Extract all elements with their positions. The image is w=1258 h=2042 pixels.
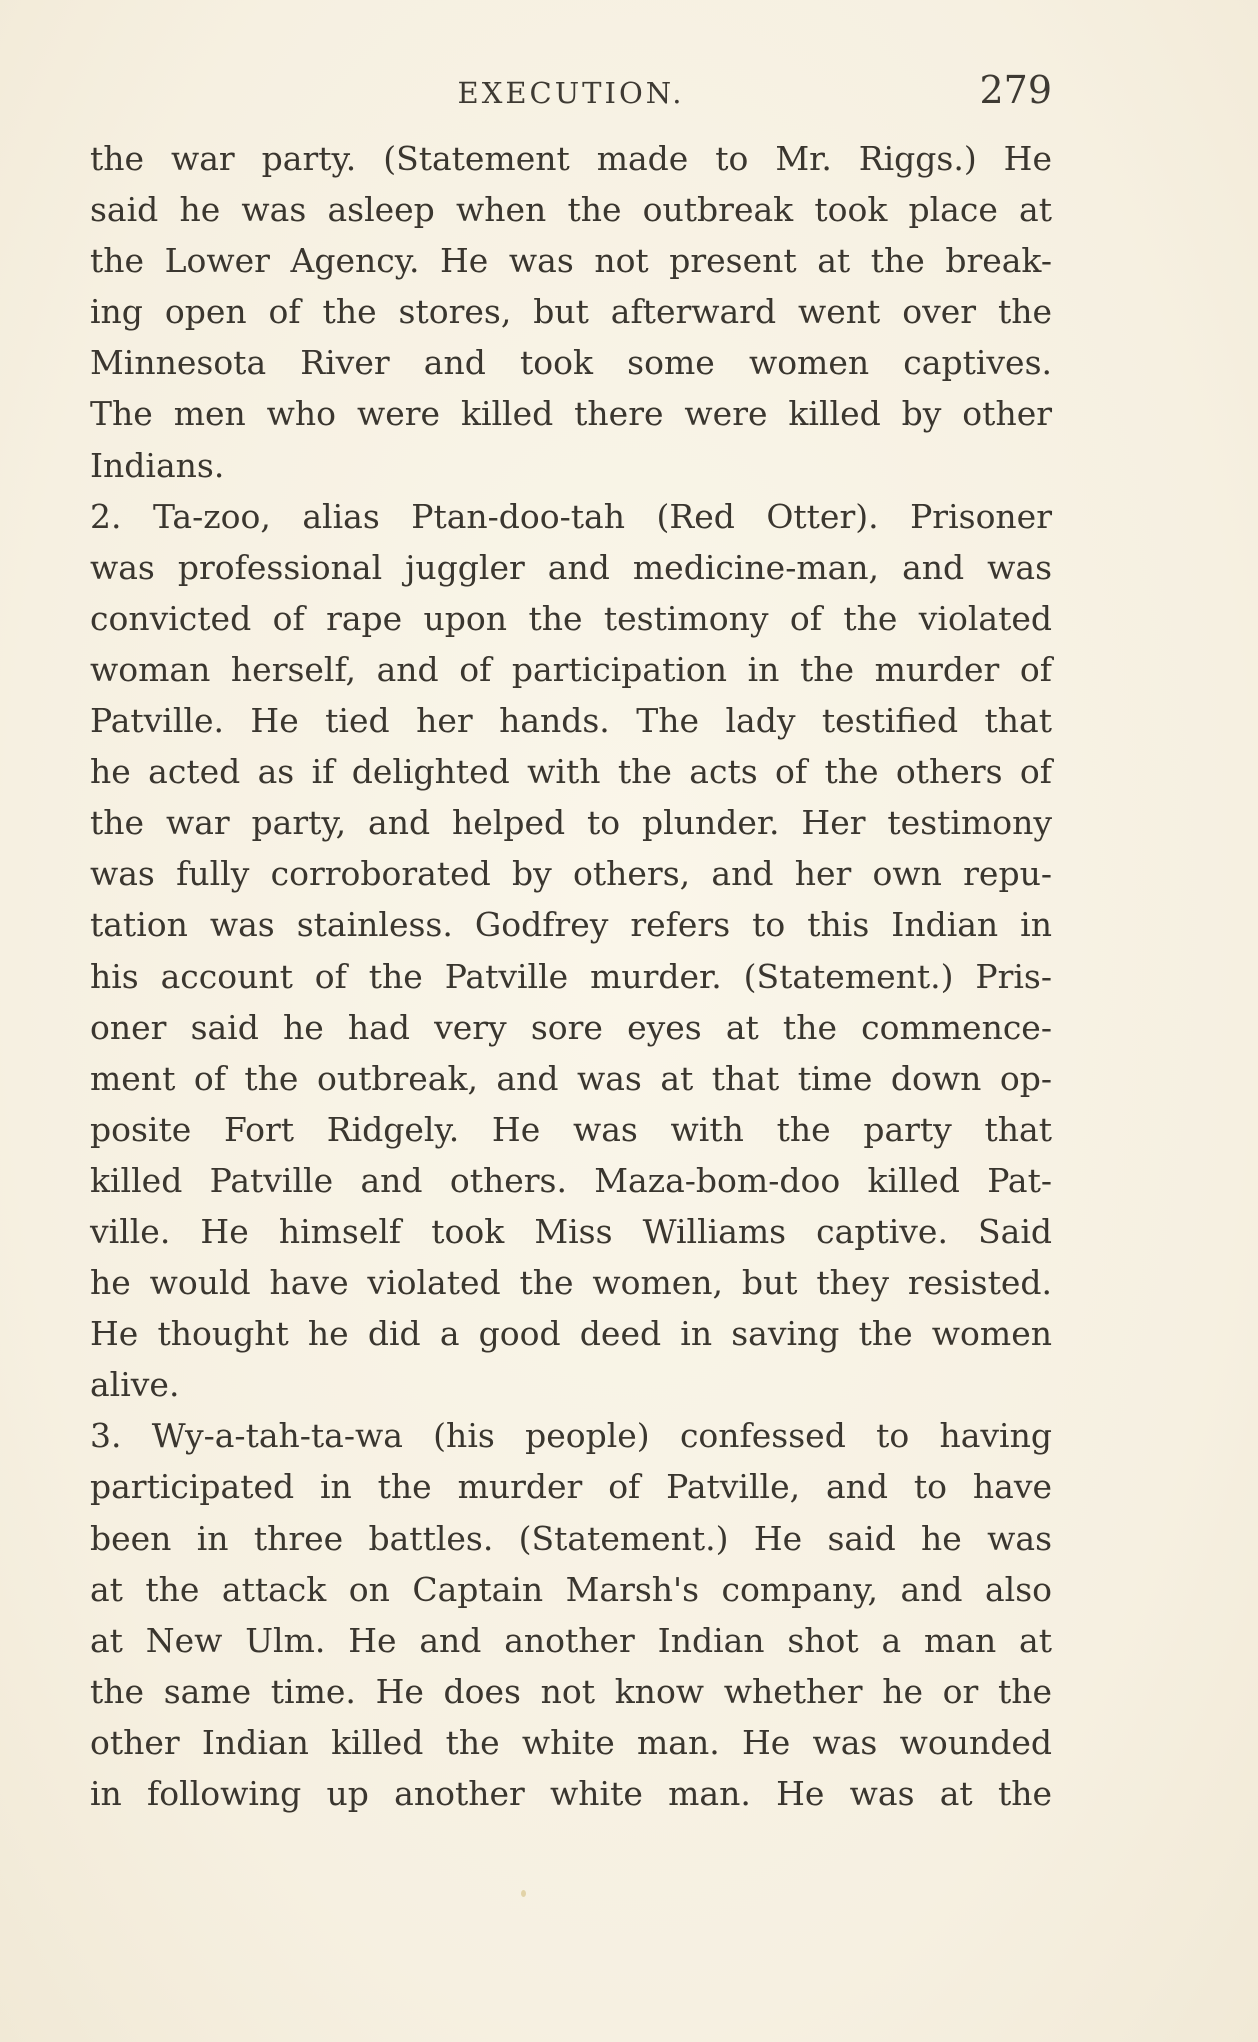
body-text [90, 133, 1052, 1819]
text-line: the Lower Agency. He was not present at the break- [90, 241, 1052, 281]
text-line: been in three battles. (Statement.) He said he was [90, 1518, 1052, 1558]
text-line: Minnesota River and took some women captives. [90, 343, 1052, 383]
text-line: was fully corroborated by others, and her own repu- [90, 854, 1052, 894]
text-line: woman herself, and of participation in the murder of [90, 649, 1052, 689]
page-number: 279 [979, 68, 1052, 112]
text-line: 2. Ta-zoo, alias Ptan-doo-tah (Red Otter). Prisoner [90, 496, 1052, 536]
text-line: ing open of the stores, but afterward went over the [90, 292, 1052, 332]
running-head: EXECUTION. [457, 76, 685, 110]
text-line: in following up another white man. He was at the [90, 1774, 1052, 1813]
text-line: other Indian killed the white man. He was wounded [90, 1722, 1052, 1762]
text-line: The men who were killed there were killed by other [90, 394, 1052, 434]
text-line: the same time. He does not know whether he or the [90, 1671, 1052, 1711]
text-line: participated in the murder of Patville, and to have [90, 1467, 1052, 1507]
text-line: killed Patville and others. Maza-bom-doo killed Pat- [90, 1160, 1052, 1200]
text-line: the war party. (Statement made to Mr. Riggs.) He [90, 139, 1052, 178]
text-line: 3. Wy-a-tah-ta-wa (his people) confessed to having [90, 1416, 1052, 1456]
paper-speck [521, 1890, 526, 1897]
text-line: ville. He himself took Miss Williams captive. Said [90, 1211, 1052, 1251]
text-line: convicted of rape upon the testimony of the violated [90, 598, 1052, 638]
text-line: his account of the Patville murder. (Statement.) Pris- [90, 956, 1052, 996]
text-line: tation was stainless. Godfrey refers to this Indian in [90, 905, 1052, 945]
text-line: he acted as if delighted with the acts of the others of [90, 752, 1052, 792]
text-line: ment of the outbreak, and was at that time down op- [90, 1058, 1052, 1098]
text-line: oner said he had very sore eyes at the commence- [90, 1007, 1052, 1047]
page-header [90, 68, 1052, 118]
text-line: at the attack on Captain Marsh's company, and also [90, 1569, 1052, 1609]
text-line: he would have violated the women, but they resisted. [90, 1263, 1052, 1303]
text-line: Indians. [90, 445, 225, 485]
text-line: was professional juggler and medicine-man, and was [90, 547, 1052, 587]
text-line: the war party, and helped to plunder. Her testimony [90, 803, 1052, 843]
text-line: alive. [90, 1365, 180, 1405]
text-line: at New Ulm. He and another Indian shot a man at [90, 1620, 1052, 1660]
text-line: He thought he did a good deed in saving the women [90, 1314, 1052, 1354]
text-line: said he was asleep when the outbreak took place at [90, 190, 1052, 230]
text-line: Patville. He tied her hands. The lady testified that [90, 701, 1052, 741]
text-line: posite Fort Ridgely. He was with the party that [90, 1109, 1052, 1149]
